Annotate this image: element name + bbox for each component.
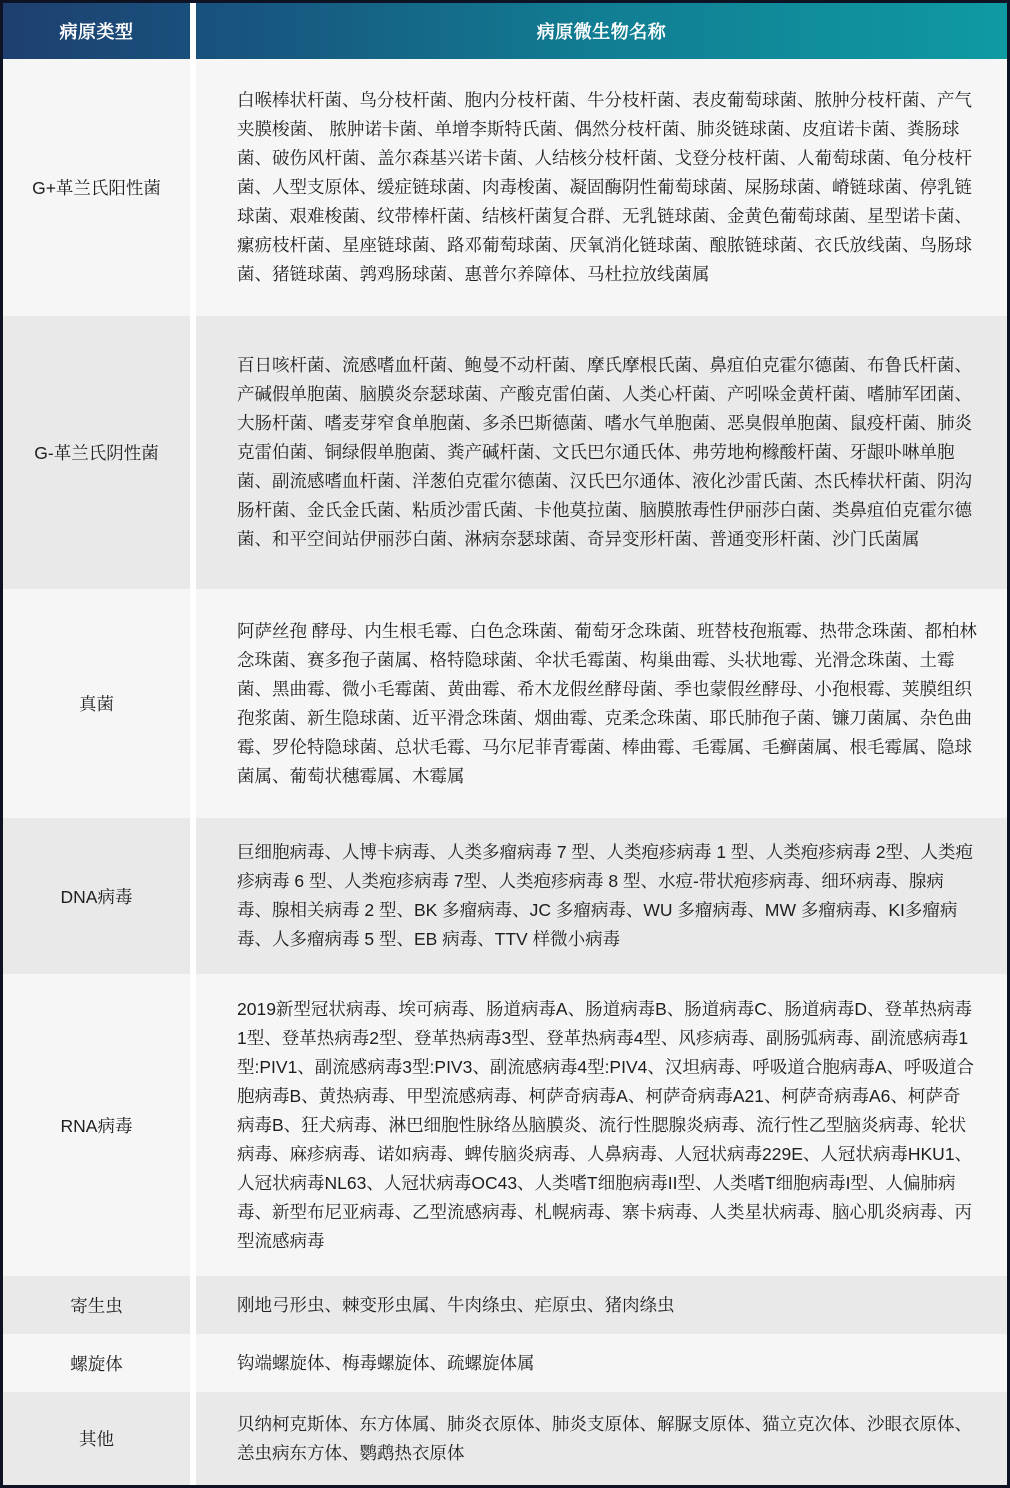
header-microbe-names: 病原微生物名称 bbox=[536, 22, 667, 42]
pathogen-names-cell: 2019新型冠状病毒、埃可病毒、肠道病毒A、肠道病毒B、肠道病毒C、肠道病毒D、登革热病毒1型、登革热病毒2型、登革热病毒3型、登革热病毒4型、风疹病毒、副肠弧病毒、副流感病毒1型:PIV1、副流感病毒3型:PIV3、副流感病毒4型:PIV4、汉坦病毒、呼吸道合胞病毒A、呼吸道合胞病毒B、黄热病毒、甲型流感病毒、柯萨奇病毒A、柯萨奇病毒A21、柯萨奇病毒A6、柯萨奇病毒B、狂犬病毒、淋巴细胞性脉络丛脑膜炎、流行性腮腺炎病毒、流行性乙型脑炎病毒、轮状病毒、麻疹病毒、诺如病毒、蜱传脑炎病毒、人鼻病毒、人冠状病毒229E、人冠状病毒HKU1、人冠状病毒NL63、人冠状病毒OC43、人类嗜T细胞病毒II型、人类嗜T细胞病毒I型、人偏肺病毒、新型布尼亚病毒、乙型流感病毒、札幌病毒、寨卡病毒、人类星状病毒、脑心肌炎病毒、丙型流感病毒 bbox=[196, 974, 1007, 1276]
pathogen-type-cell: 其他 bbox=[3, 1392, 190, 1485]
table-row-dna-virus bbox=[3, 818, 1007, 974]
table-row-fungi bbox=[3, 589, 1007, 818]
table-header-row bbox=[3, 3, 1007, 59]
pathogen-names-cell: 钩端螺旋体、梅毒螺旋体、疏螺旋体属 bbox=[196, 1334, 1007, 1392]
header-pathogen-type: 病原类型 bbox=[59, 22, 134, 42]
pathogen-names-cell: 刚地弓形虫、棘变形虫属、牛肉绦虫、疟原虫、猪肉绦虫 bbox=[196, 1276, 1007, 1334]
pathogen-names-cell: 阿萨丝孢 酵母、内生根毛霉、白色念珠菌、葡萄牙念珠菌、班替枝孢瓶霉、热带念珠菌、都柏林念珠菌、赛多孢子菌属、格特隐球菌、伞状毛霉菌、构巢曲霉、头状地霉、光滑念珠菌、土霉菌、黑曲霉、微小毛霉菌、黄曲霉、希木龙假丝酵母菌、季也蒙假丝酵母、小孢根霉、荚膜组织孢浆菌、新生隐球菌、近平滑念珠菌、烟曲霉、克柔念珠菌、耶氏肺孢子菌、镰刀菌属、杂色曲霉、罗伦特隐球菌、总状毛霉、马尔尼菲青霉菌、棒曲霉、毛霉属、毛癣菌属、根毛霉属、隐球菌属、葡萄状穗霉属、木霉属 bbox=[196, 589, 1007, 818]
table-row-gram-negative bbox=[3, 316, 1007, 589]
table-row-other bbox=[3, 1392, 1007, 1485]
pathogen-type-cell: 真菌 bbox=[3, 589, 190, 818]
pathogen-names-cell: 巨细胞病毒、人博卡病毒、人类多瘤病毒 7 型、人类疱疹病毒 1 型、人类疱疹病毒 2型、人类疱疹病毒 6 型、人类疱疹病毒 7型、人类疱疹病毒 8 型、水痘-带状疱疹病毒、细环病毒、腺病毒、腺相关病毒 2 型、BK 多瘤病毒、JC 多瘤病毒、WU 多瘤病毒、MW 多瘤病毒、KI多瘤病毒、人多瘤病毒 5 型、EB 病毒、TTV 样微小病毒 bbox=[196, 818, 1007, 974]
table-row-gram-positive bbox=[3, 59, 1007, 316]
pathogen-type-cell: RNA病毒 bbox=[3, 974, 190, 1276]
pathogen-names-cell: 白喉棒状杆菌、鸟分枝杆菌、胞内分枝杆菌、牛分枝杆菌、表皮葡萄球菌、脓肿分枝杆菌、产气夹膜梭菌、 脓肿诺卡菌、单增李斯特氏菌、偶然分枝杆菌、肺炎链球菌、皮疽诺卡菌、粪肠球菌、破伤风杆菌、盖尔森基兴诺卡菌、人结核分枝杆菌、戈登分枝杆菌、人葡萄球菌、龟分枝杆菌、人型支原体、缓症链球菌、肉毒梭菌、凝固酶阴性葡萄球菌、屎肠球菌、嵴链球菌、停乳链球菌、艰难梭菌、纹带棒杆菌、结核杆菌复合群、无乳链球菌、金黄色葡萄球菌、星型诺卡菌、瘰疬枝杆菌、星座链球菌、路邓葡萄球菌、厌氧消化链球菌、酿脓链球菌、衣氏放线菌、鸟肠球菌、猪链球菌、鹑鸡肠球菌、惠普尔养障体、马杜拉放线菌属 bbox=[196, 59, 1007, 316]
pathogen-type-cell: G+革兰氏阳性菌 bbox=[3, 59, 190, 316]
pathogen-type-cell: 螺旋体 bbox=[3, 1334, 190, 1392]
pathogen-type-cell: G-革兰氏阴性菌 bbox=[3, 316, 190, 589]
pathogen-type-cell: DNA病毒 bbox=[3, 818, 190, 974]
table-row-parasite bbox=[3, 1276, 1007, 1334]
pathogen-names-cell: 贝纳柯克斯体、东方体属、肺炎衣原体、肺炎支原体、解脲支原体、猫立克次体、沙眼衣原体、恙虫病东方体、鹦鹉热衣原体 bbox=[196, 1392, 1007, 1485]
table-row-rna-virus bbox=[3, 974, 1007, 1276]
table-row-spirochete bbox=[3, 1334, 1007, 1392]
pathogen-type-cell: 寄生虫 bbox=[3, 1276, 190, 1334]
pathogen-names-cell: 百日咳杆菌、流感嗜血杆菌、鲍曼不动杆菌、摩氏摩根氏菌、鼻疽伯克霍尔德菌、布鲁氏杆菌、产碱假单胞菌、脑膜炎奈瑟球菌、产酸克雷伯菌、人类心杆菌、产吲哚金黄杆菌、嗜肺军团菌、大肠杆菌、嗜麦芽窄食单胞菌、多杀巴斯德菌、嗜水气单胞菌、恶臭假单胞菌、鼠疫杆菌、肺炎克雷伯菌、铜绿假单胞菌、粪产碱杆菌、文氏巴尔通氏体、弗劳地枸橼酸杆菌、牙龈卟啉单胞菌、副流感嗜血杆菌、洋葱伯克霍尔德菌、汉氏巴尔通体、液化沙雷氏菌、杰氏棒状杆菌、阴沟肠杆菌、金氏金氏菌、粘质沙雷氏菌、卡他莫拉菌、脑膜脓毒性伊丽莎白菌、类鼻疽伯克霍尔德菌、和平空间站伊丽莎白菌、淋病奈瑟球菌、奇异变形杆菌、普通变形杆菌、沙门氏菌属 bbox=[196, 316, 1007, 589]
